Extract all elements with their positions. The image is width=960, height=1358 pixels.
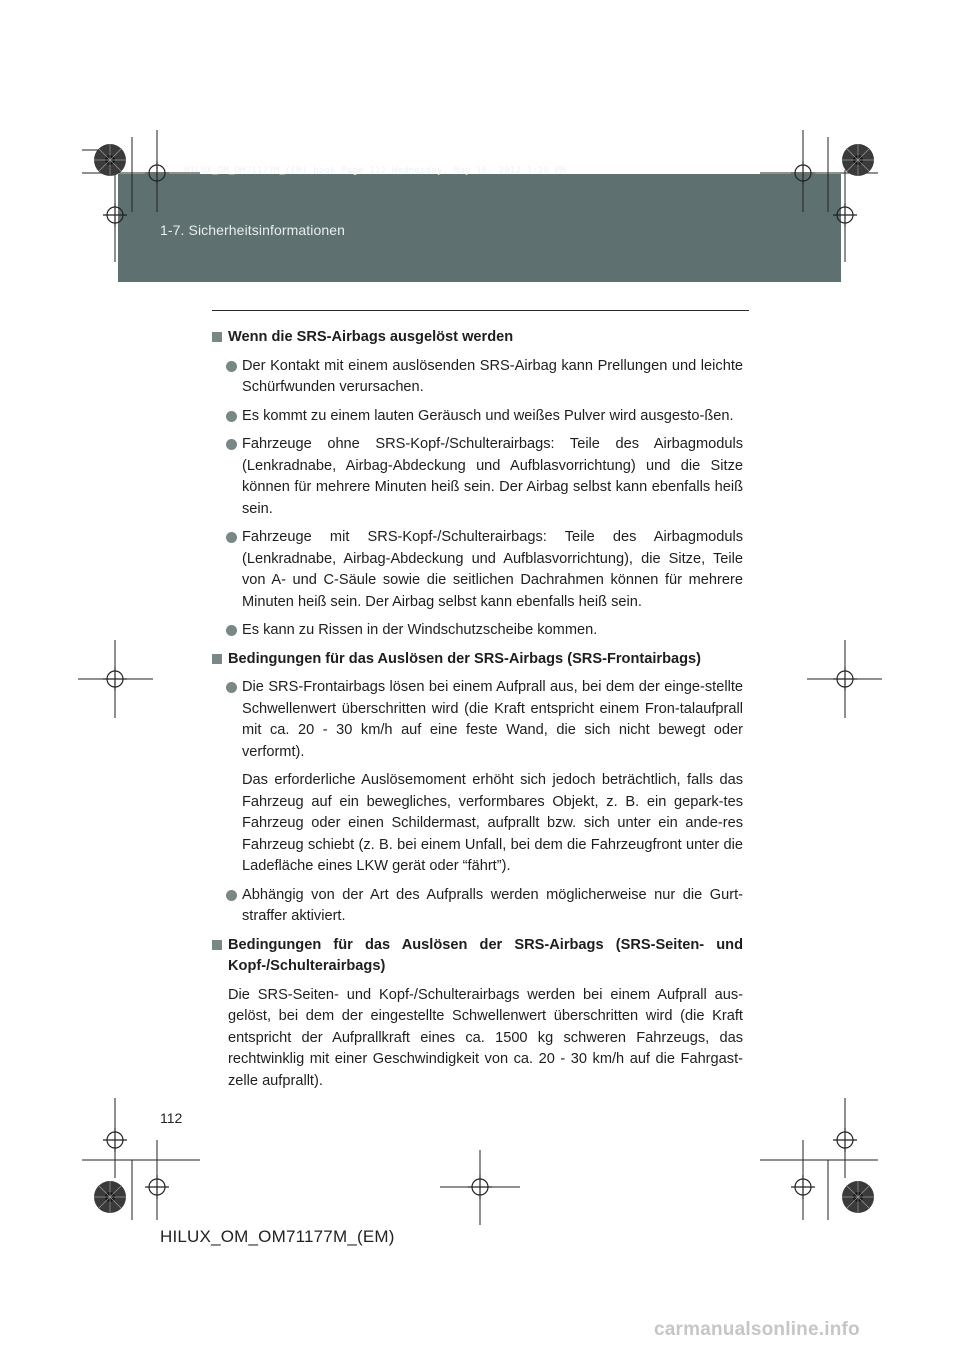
continuation-paragraph: Das erforderliche Auslösemoment erhöht sich jedoch beträchtlich, falls das Fahrzeug auf ein bewegliches, verformbares Objekt, z. B. ein gepark-tes Fahrzeug oder einen Schildermast, aufprallt bzw. sich unter ein ande-res Fahrzeug schiebt (z. B. bei einem Unfall, bei dem die Fahrzeugfront unter die Ladefläche eines LKW gerät oder “fährt”). bbox=[242, 772, 743, 874]
square-bullet-icon bbox=[212, 940, 222, 950]
side-airbag-paragraph: Die SRS-Seiten- und Kopf-/Schulterairbags werden bei einem Aufprall aus-gelöst, bei dem der eingestellte Schwellenwert überschritten wird (die Kraft entspricht der Aufprallkraft eines ca. 1500 kg schweren Fahrzeugs, das rechtwinklig mit einer Geschwindigkeit von ca. 20 - 30 km/h auf die Fahrgast-zelle aufprallt). bbox=[228, 986, 743, 1089]
heading-frontairbag-conditions: Bedingungen für das Auslösen der SRS-Airbags (SRS-Frontairbags) bbox=[212, 649, 743, 671]
square-bullet-icon bbox=[212, 332, 222, 342]
list-item: Der Kontakt mit einem auslösenden SRS-Airbag kann Prellungen und leichte Schürfwunden verursachen. bbox=[212, 356, 743, 399]
circle-bullet-icon bbox=[226, 890, 237, 901]
square-bullet-icon bbox=[212, 654, 222, 664]
circle-bullet-icon bbox=[226, 361, 237, 372]
page-number: 112 bbox=[160, 1110, 183, 1126]
section-title: 1-7. Sicherheitsinformationen bbox=[160, 222, 345, 238]
main-content bbox=[212, 327, 743, 1099]
document-code: HILUX_OM_OM71177M_(EM) bbox=[160, 1227, 395, 1246]
circle-bullet-icon bbox=[226, 625, 237, 636]
list-item: Fahrzeuge ohne SRS-Kopf-/Schulterairbags: Teile des Airbagmoduls (Lenkradnabe, Airbag-Abdeckung und Aufblasvorrichtung) und die Sitze können für mehrere Minuten heiß sein. Der Airbag selbst kann ebenfalls heiß sein. bbox=[212, 434, 743, 520]
list-item: Es kann zu Rissen in der Windschutzscheibe kommen. bbox=[212, 620, 743, 642]
heading-side-airbag-conditions: Bedingungen für das Auslösen der SRS-Airbags (SRS-Seiten- und Kopf-/Schulterairbags) bbox=[212, 935, 743, 978]
circle-bullet-icon bbox=[226, 532, 237, 543]
divider-rule bbox=[212, 310, 749, 311]
circle-bullet-icon bbox=[226, 411, 237, 422]
circle-bullet-icon bbox=[226, 682, 237, 693]
list-item: Abhängig von der Art des Aufpralls werden möglicherweise nur die Gurt-straffer aktiviert. bbox=[212, 885, 743, 928]
print-slug: HILUX_OM_OM71177M_(EM).book Page 112 Wednesday, May 16, 2012 1:28 PM bbox=[184, 166, 567, 176]
list-item: Die SRS-Frontairbags lösen bei einem Aufprall aus, bei dem der einge-stellte Schwellenwert überschritten wird (die Kraft entspricht einem Fron-talaufprall mit ca. 20 - 30 km/h auf eine feste Wand, die sich nicht bewegt oder verformt). bbox=[212, 677, 743, 763]
circle-bullet-icon bbox=[226, 439, 237, 450]
heading-airbag-deployment: Wenn die SRS-Airbags ausgelöst werden bbox=[212, 327, 743, 349]
watermark: carmanualsonline.info bbox=[654, 1319, 860, 1340]
list-item: Es kommt zu einem lauten Geräusch und weißes Pulver wird ausgesto-ßen. bbox=[212, 406, 743, 428]
list-item: Fahrzeuge mit SRS-Kopf-/Schulterairbags: Teile des Airbagmoduls (Lenkradnabe, Airbag-Abdeckung und Aufblasvorrichtung), die Sitze, Teile von A- und C-Säule sowie die seitlichen Dachrahmen können für mehrere Minuten heiß sein. Der Airbag selbst kann ebenfalls heiß sein. bbox=[212, 527, 743, 613]
